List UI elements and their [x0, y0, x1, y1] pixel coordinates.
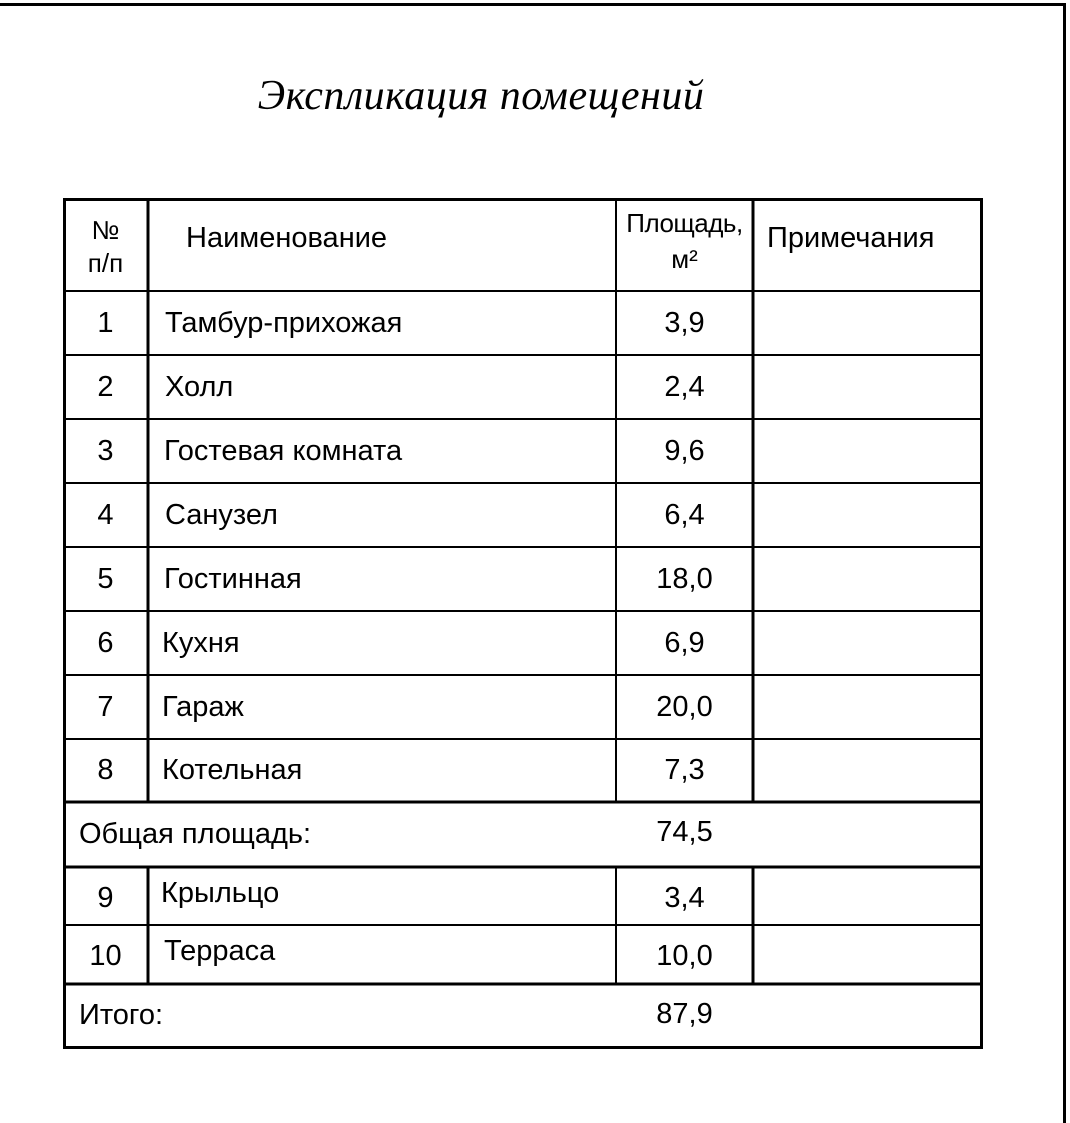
row-number: 6: [97, 626, 114, 659]
row-name: Гостинная: [164, 562, 302, 595]
row-name: Кухня: [162, 626, 240, 659]
row-notes: [753, 867, 983, 925]
row-area: 3,4: [664, 881, 705, 914]
row-number: 10: [89, 940, 122, 973]
row-name: Санузел: [165, 498, 278, 531]
row-notes: [753, 419, 983, 483]
row-area: 10,0: [656, 939, 713, 972]
header-notes: Примечания: [767, 221, 935, 254]
row-name: Терраса: [164, 935, 276, 968]
row-number: 9: [97, 881, 114, 914]
row-area: 18,0: [656, 562, 713, 595]
subtotal-label: Общая площадь:: [79, 818, 312, 851]
row-notes: [753, 547, 983, 611]
subtotal-value: 74,5: [656, 816, 713, 849]
row-name: Крыльцо: [161, 876, 280, 909]
row-area: 2,4: [664, 370, 705, 403]
header-area-line2: м²: [671, 243, 698, 274]
row-name: Холл: [165, 370, 234, 403]
row-notes: [753, 483, 983, 547]
row-notes: [753, 739, 983, 802]
row-name: Гараж: [162, 690, 244, 723]
row-notes: [753, 925, 983, 984]
page-title: Экспликация помещений: [257, 73, 705, 119]
row-area: 3,9: [664, 306, 705, 339]
header-area: [616, 198, 753, 285]
row-number: 2: [97, 370, 114, 403]
row-name: Тамбур-прихожая: [165, 306, 403, 339]
header-number-line2: п/п: [87, 247, 124, 278]
row-number: 1: [97, 306, 114, 339]
row-number: 7: [97, 690, 114, 723]
row-name: Гостевая комната: [164, 434, 403, 467]
total-label: Итого:: [79, 999, 164, 1032]
row-number: 4: [97, 498, 114, 531]
row-number: 8: [97, 754, 114, 787]
header-area-line1: Площадь,: [626, 208, 743, 239]
row-area: 9,6: [664, 434, 705, 467]
total-value: 87,9: [656, 998, 713, 1031]
row-number: 5: [97, 562, 114, 595]
row-notes: [753, 355, 983, 419]
row-notes: [753, 291, 983, 355]
row-area: 6,4: [664, 498, 705, 531]
rooms-table: [63, 198, 983, 1049]
row-notes: [753, 675, 983, 739]
header-name: Наименование: [186, 221, 388, 254]
header-number: [63, 202, 148, 291]
row-area: 6,9: [664, 626, 705, 659]
header-number-line1: №: [91, 215, 120, 245]
row-number: 3: [97, 434, 114, 467]
row-name: Котельная: [162, 754, 303, 787]
row-notes: [753, 611, 983, 675]
row-area: 7,3: [664, 754, 705, 787]
row-area: 20,0: [656, 690, 713, 723]
